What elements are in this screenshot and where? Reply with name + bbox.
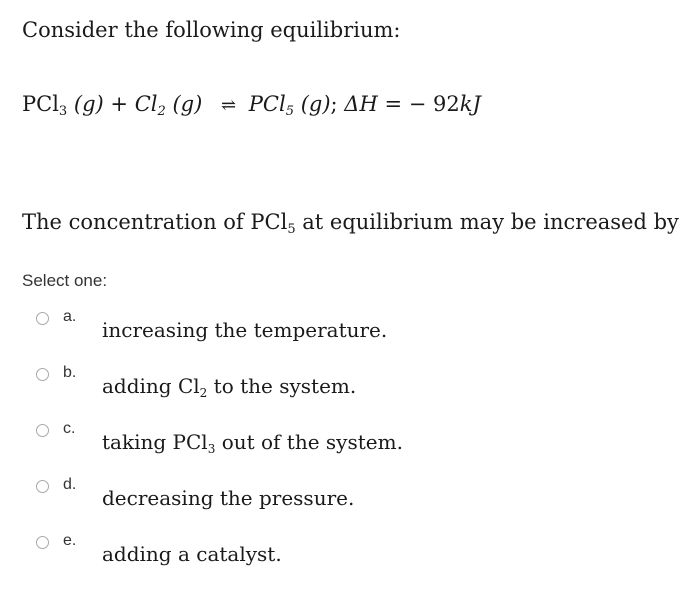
answer-option-a[interactable] (36, 308, 636, 352)
answer-option-e[interactable] (36, 532, 636, 576)
delta-h-unit: kJ (459, 92, 481, 116)
equation-separator: ; (330, 92, 338, 116)
question-prompt: The concentration of PCl$_5$ at equilibrium may be increased by (22, 210, 679, 237)
equals-sign: = (384, 92, 403, 116)
product-pcl5-state: (g) (300, 92, 331, 116)
option-letter-e: e. (63, 532, 77, 549)
option-letter-d: d. (63, 476, 77, 493)
option-letter-c: c. (63, 420, 76, 437)
option-letter-b: b. (63, 364, 77, 381)
option-text-b[interactable]: adding $Cl_2$ to the system. (102, 374, 357, 400)
reactant-cl2: $Cl_2$ (134, 92, 166, 119)
equilibrium-arrow-icon: ⇌ (221, 95, 237, 116)
option-text-d[interactable]: decreasing the pressure. (102, 486, 355, 510)
radio-button-c[interactable] (36, 424, 49, 437)
prompt-species-pcl5: PCl$_5$ (250, 210, 296, 237)
radio-button-d[interactable] (36, 480, 49, 493)
option-letter-a: a. (63, 308, 77, 325)
radio-button-e[interactable] (36, 536, 49, 549)
delta-h-label: ΔH (344, 92, 378, 116)
reactant-pcl3: PCl$_3$ (22, 92, 68, 119)
plus-sign: + (110, 92, 129, 116)
option-text-a[interactable]: increasing the temperature. (102, 318, 388, 342)
option-text-c[interactable]: taking PCl$_3$ out of the system. (102, 430, 403, 456)
answer-option-c[interactable] (36, 420, 636, 464)
select-one-label: Select one: (22, 271, 108, 290)
question-intro: Consider the following equilibrium: (22, 18, 401, 42)
reactant-cl2-state: (g) (172, 92, 203, 116)
answer-option-d[interactable] (36, 476, 636, 520)
radio-button-a[interactable] (36, 312, 49, 325)
equilibrium-equation (22, 92, 481, 119)
answer-option-b[interactable] (36, 364, 636, 408)
delta-h-value: − 92 (408, 92, 460, 116)
option-text-e[interactable]: adding a catalyst. (102, 542, 282, 566)
reactant-pcl3-state: (g) (73, 92, 104, 116)
product-pcl5: PCl$_5$ (248, 92, 294, 119)
radio-button-b[interactable] (36, 368, 49, 381)
